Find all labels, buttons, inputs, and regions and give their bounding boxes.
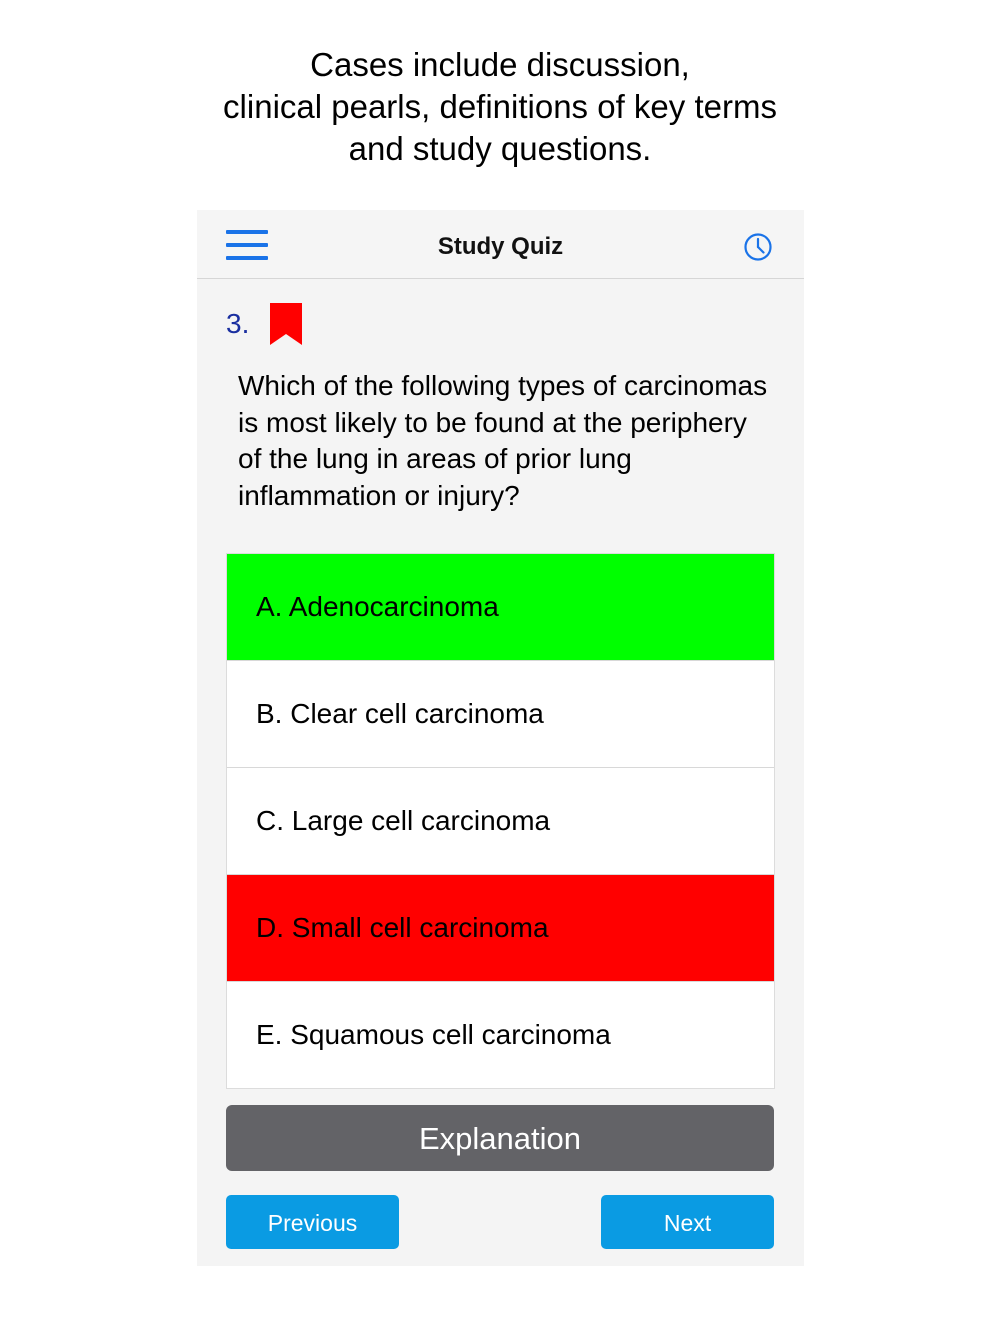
caption-line-1: Cases include discussion, — [310, 46, 690, 83]
caption-line-3: and study questions. — [348, 130, 652, 167]
answer-option-b[interactable]: B. Clear cell carcinoma — [227, 661, 774, 768]
clock-icon[interactable] — [743, 232, 773, 262]
answer-option-d[interactable]: D. Small cell carcinoma — [227, 875, 774, 982]
previous-button[interactable]: Previous — [226, 1195, 399, 1249]
app-screen — [197, 210, 804, 1266]
next-button[interactable]: Next — [601, 1195, 774, 1249]
caption-line-2: clinical pearls, definitions of key terms — [223, 88, 777, 125]
navigation-bar — [197, 210, 804, 279]
answer-option-a[interactable]: A. Adenocarcinoma — [227, 554, 774, 661]
question-text: Which of the following types of carcinomas is most likely to be found at the periphery of the lung in areas of prior lung inflammation or injury? — [238, 370, 768, 511]
page-title: Study Quiz — [437, 233, 564, 260]
answer-option-e[interactable]: E. Squamous cell carcinoma — [256, 1019, 611, 1050]
promo-caption — [0, 44, 1000, 170]
answer-options-list — [226, 553, 775, 1089]
bookmark-icon[interactable] — [270, 303, 302, 345]
answer-option-c[interactable]: C. Large cell carcinoma — [227, 768, 774, 875]
explanation-button[interactable]: Explanation — [226, 1105, 774, 1171]
question-number: 3. — [226, 308, 250, 339]
